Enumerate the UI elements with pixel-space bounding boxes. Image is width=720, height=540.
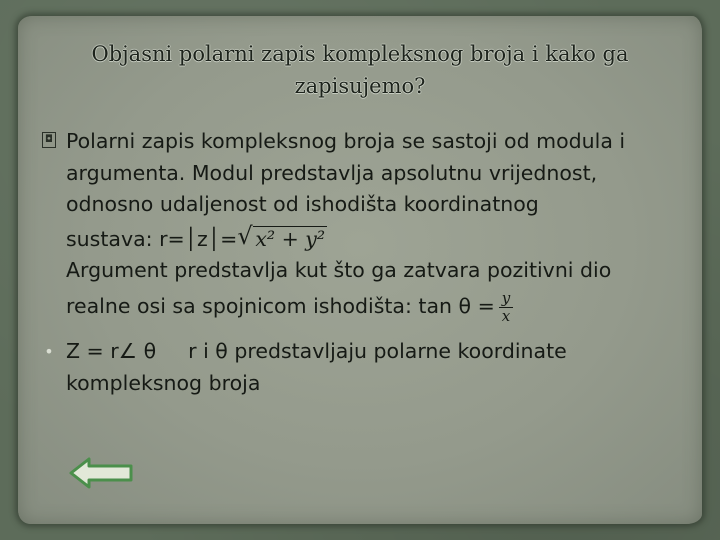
modulus-formula: x² + y² (255, 226, 326, 251)
square-root (237, 221, 327, 257)
title-line-2: zapisujemo? (294, 74, 426, 98)
polar-coordinates-text: r i θ predstavljaju polarne koordinate (188, 339, 567, 363)
title-line-1: Objasni polarni zapis kompleksnog broja i kako ga (91, 42, 629, 66)
modulus-line (66, 221, 686, 255)
fraction-denominator: x (501, 306, 511, 325)
fraction-numerator: y (499, 290, 513, 308)
slide-title (40, 38, 680, 102)
text-line: kompleksnog broja (66, 370, 261, 395)
text-line: Polarni zapis kompleksnog broja se sastoji od modula i (66, 129, 626, 153)
bullet-text (66, 336, 686, 399)
polar-notation: Z = r∠ θ (66, 339, 157, 363)
text-line: argumenta. Modul predstavlja apsolutnu vrijednost, (66, 160, 598, 185)
bullet-text (66, 126, 686, 326)
argument-label: realne osi sa spojnicom ishodišta: tan θ = (66, 294, 495, 318)
fraction (499, 290, 513, 325)
argument-line (66, 286, 686, 326)
back-button[interactable] (68, 456, 134, 490)
bullet-marker: ◘ (42, 132, 56, 148)
text-line: odnosno udaljenost od ishodišta koordinatnog (66, 192, 539, 216)
text-line (66, 336, 686, 368)
bullet-marker: • (44, 342, 54, 361)
modulus-label: sustava: r=│z│= (66, 226, 238, 251)
left-arrow-icon (68, 456, 134, 490)
radical-sign-icon: √ (237, 221, 253, 250)
text-line: Argument predstavlja kut što ga zatvara pozitivni dio (66, 257, 612, 282)
